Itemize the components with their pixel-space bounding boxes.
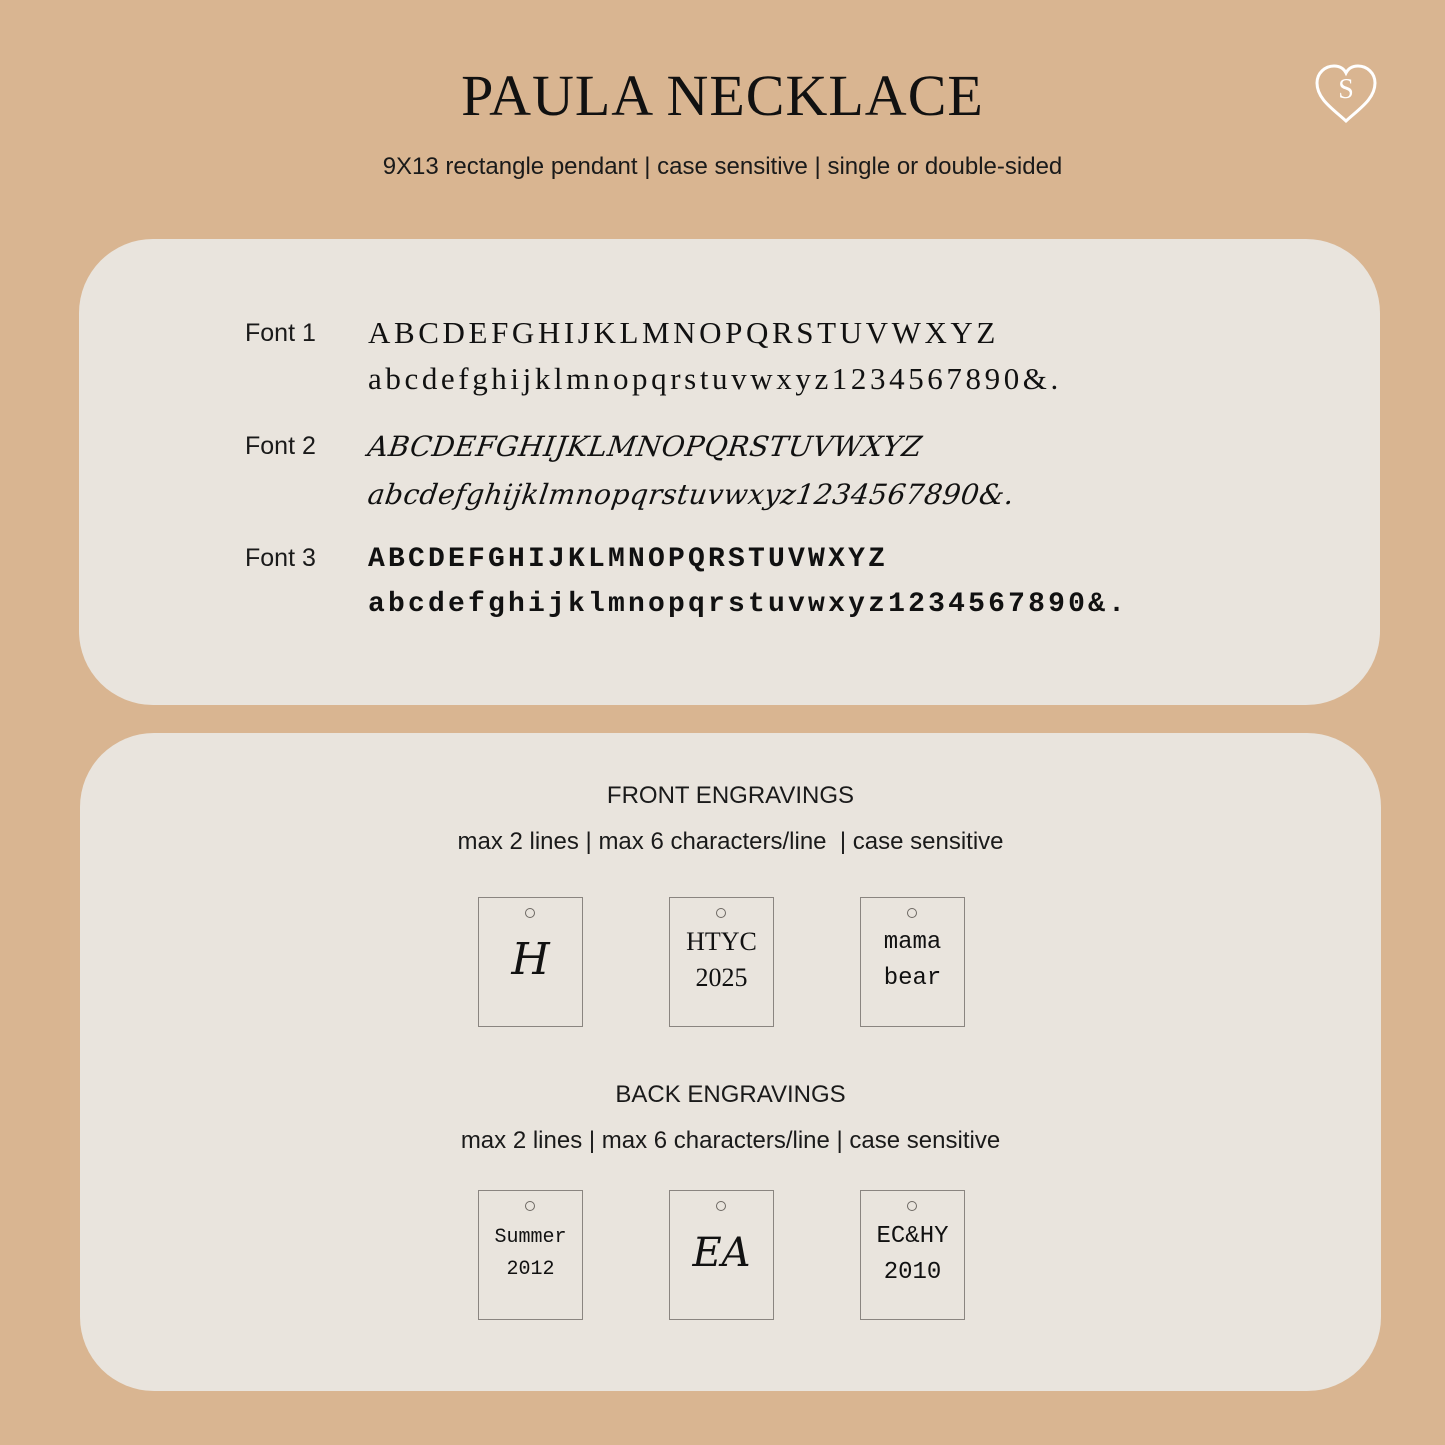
- pendant-text: [861, 925, 964, 997]
- front-engravings-rules: max 2 lines | max 6 characters/line | case sensitive: [457, 828, 1004, 855]
- pendant-text: EA: [692, 1230, 751, 1276]
- page-subtitle: 9X13 rectangle pendant | case sensitive | single or double-sided: [382, 153, 1063, 180]
- font-2-lowercase: abcdefghijklmnopqrstuvwxyz1234567890&.: [365, 478, 1017, 511]
- font-1-uppercase: ABCDEFGHIJKLMNOPQRSTUVWXYZ: [368, 315, 999, 350]
- front-pendant-3: [860, 897, 965, 1027]
- front-engravings-title: FRONT ENGRAVINGS: [606, 782, 855, 809]
- font-3-label: Font 3: [245, 544, 316, 572]
- page-title: PAULA NECKLACE: [461, 63, 984, 128]
- pendant-text: H: [511, 934, 550, 985]
- back-pendant-3: [860, 1190, 965, 1320]
- back-pendant-2: [669, 1190, 774, 1320]
- pendant-line-2: 2025: [695, 963, 748, 992]
- pendant-hole: [907, 1201, 917, 1211]
- engravings-panel: [80, 733, 1381, 1391]
- brand-logo: [1313, 63, 1379, 125]
- font-1-lowercase: abcdefghijklmnopqrstuvwxyz1234567890&.: [368, 361, 1062, 396]
- back-engravings-rules: max 2 lines | max 6 characters/line | case sensitive: [460, 1127, 1001, 1154]
- pendant-hole: [716, 1201, 726, 1211]
- pendant-hole: [525, 908, 535, 918]
- fonts-panel: [79, 239, 1380, 705]
- font-1-label: Font 1: [245, 319, 316, 347]
- pendant-hole: [716, 908, 726, 918]
- pendant-line-1: mama: [883, 929, 942, 956]
- font-3-uppercase: ABCDEFGHIJKLMNOPQRSTUVWXYZ: [368, 544, 889, 575]
- logo-letter: S: [1338, 74, 1354, 105]
- pendant-line-2: 2010: [883, 1259, 942, 1286]
- pendant-line-1: EC&HY: [876, 1223, 949, 1250]
- pendant-line-2: bear: [883, 965, 942, 992]
- back-engravings-title: BACK ENGRAVINGS: [615, 1081, 846, 1108]
- pendant-text: [861, 1219, 964, 1291]
- font-3-lowercase: abcdefghijklmnopqrstuvwxyz1234567890&.: [368, 589, 1129, 620]
- font-2-uppercase: ABCDEFGHIJKLMNOPQRSTUVWXYZ: [365, 430, 925, 463]
- pendant-line-2: 2012: [506, 1258, 555, 1281]
- pendant-line-1: Summer: [494, 1226, 567, 1249]
- pendant-line-1: HTYC: [686, 927, 757, 956]
- front-pendant-1: [478, 897, 583, 1027]
- pendant-text: [670, 924, 773, 996]
- font-2-label: Font 2: [245, 432, 316, 460]
- front-pendant-2: [669, 897, 774, 1027]
- back-pendant-1: [478, 1190, 583, 1320]
- pendant-hole: [907, 908, 917, 918]
- pendant-hole: [525, 1201, 535, 1211]
- pendant-text: [479, 1222, 582, 1286]
